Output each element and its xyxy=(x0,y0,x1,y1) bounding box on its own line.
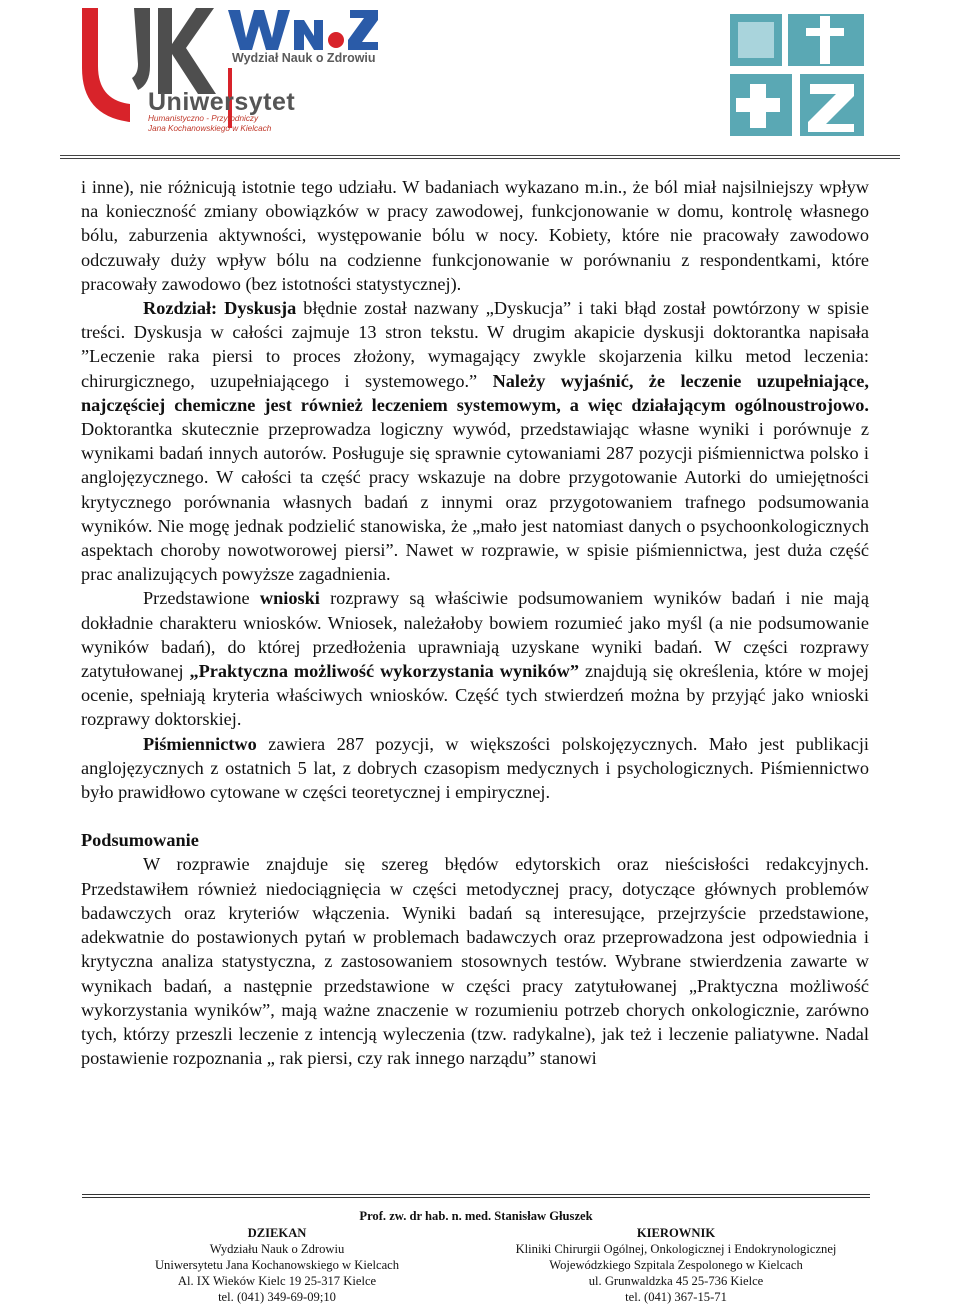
university-name: Uniwersytet xyxy=(148,88,296,116)
footer-divider-2 xyxy=(82,1197,870,1198)
dean-line-2: Uniwersytetu Jana Kochanowskiego w Kielcach xyxy=(154,1258,400,1272)
paragraph-4-text: zawiera 287 pozycji, w większości polskojęzycznych. Mało jest publikacji anglojęzycznych z ostatnich 5 lat, z dobrych czasopism medycznych i psychologicznych. Piśmiennictwo było prawidłowo cytowane w części teoretycznej i empirycznej. xyxy=(81,733,869,803)
conclusions-label: wnioski xyxy=(259,588,320,609)
paragraph-2-text-1: błędnie został nazwany „Dyskucja” i taki błąd został powtórzony w spisie treści. Dyskusja w całości zajmuje 13 stron tekstu. W drugim akapicie dyskusji doktorantka napisała ”Leczenie raka piersi to proces złożony, wymagający zwykle skojarzenia kilku metod leczenia: chirurgicznego, uzupełniającego i systemowego.” xyxy=(81,298,869,391)
footer-head-block xyxy=(482,1225,870,1305)
dean-address: Al. IX Wieków Kielc 19 25-317 Kielce xyxy=(177,1274,377,1288)
paragraph-1: i inne), nie różnicują istotnie tego udziału. W badaniach wykazano m.in., że ból miał najsilniejszy wpływ na konieczność zmiany obowiązków w pracy zawodowej, funkcjonowanie w domu, kontrolę własnego bólu, zaburzenia aktywności, występowanie bólu w nocy. Kobiety, które nie pracowały zawodowo odczuwały duży wpływ bólu na codzienne funkcjonowanie w porównaniu z respondentkami, które pracowały zawodowo (bez istotności statystycznej). xyxy=(81,177,869,294)
head-line-2: Wojewódzkiego Szpitala Zespolonego w Kielcach xyxy=(549,1258,803,1272)
paragraph-2 xyxy=(81,296,869,586)
university-subtitle-line1: Humanistyczno - Przyrodniczy xyxy=(148,114,259,123)
spacer xyxy=(81,804,869,828)
paragraph-2-text-2: Doktorantka skutecznie przeprowadza logiczny wywód, przedstawiając własne wyniki i porównuje z wynikami badań innych autorów. Posługuje się sprawnie cytowaniami 287 pozycji piśmiennictwa polsko i anglojęzycznego. W całości ta część pracy wskazuje na dobre przygotowanie Autorki do umiejętności krytycznego porównania własnych badań z innymi oraz przygotowaniem trafnego podsumowania wyników. Nie mogę jednak podzielić stanowiska, że „mało jest natomiast danych o psychoonkologicznych aspektach choroby nowotworowej piersi”. Nawet w rozprawie, w spisie piśmiennictwa, jest duża część prac analizujących powyższe zagadnienia. xyxy=(81,419,869,585)
university-subtitle xyxy=(148,114,348,134)
dean-title: DZIEKAN xyxy=(247,1226,307,1240)
paragraph-2-bold-remark: Należy wyjaśnić, że leczenie uzupełniające, najczęściej chemiczne jest również leczeniem systemowym, a więc działającym ogólnoustrojowo. xyxy=(81,370,869,415)
head-address: ul. Grunwaldzka 45 25-736 Kielce xyxy=(588,1274,764,1288)
paragraph-4 xyxy=(81,732,869,805)
paragraph-5: W rozprawie znajduje się szereg błędów edytorskich oraz nieścisłości redakcyjnych. Przedstawiłem również niedociągnięcia w części metodycznej pracy, dotyczące głównych problemów badawczych oraz kryteriów włączenia. Wyniki badań są interesujące, przejrzyście przedstawione, adekwatnie do postawionych pytań w problemach badawczych oraz przeprowadzona jest odpowiednia i krytyczna analiza statystyczna, z zastosowaniem stosownych testów. Wybrane stwierdzenia zawarte w wynikach badań, a następnie przedstawione w części pracy zatytułowanej „Praktyczna możliwość wykorzystania wyników”, mają ważne znaczenie w rozumieniu potrzeb chorych onkologicznie, zarówno tych, którzy przeszli leczenie z intencją wyleczenia (tzw. radykalne), jak też i leczenie paliatywne. Nadal postawienie rozpoznania „ rak piersi, czy rak innego narządu” stanowi xyxy=(81,854,869,1069)
page-header xyxy=(0,0,960,160)
chapter-discussion-label: Rozdział: Dyskusja xyxy=(143,298,297,319)
header-divider-2 xyxy=(60,158,900,159)
paragraph-3-text-2: rozprawy są właściwie podsumowaniem wyników badań i nie mają dokładnie charakteru wniosków. Wniosek, należałoby bowiem rozumieć jako myśl (a nie podsumowanie wyników badań), do której przedłożenia uprawniają uzyskane wyniki badań. W części rozprawy zatytułowanej xyxy=(81,588,870,682)
university-subtitle-line2: Jana Kochanowskiego w Kielcach xyxy=(148,124,272,133)
dean-line-1: Wydziału Nauk o Zdrowiu xyxy=(209,1242,345,1256)
signatory-name: Prof. zw. dr hab. n. med. Stanisław Głuszek xyxy=(359,1209,593,1223)
head-title: KIEROWNIK xyxy=(636,1226,716,1240)
references-label: Piśmiennictwo xyxy=(143,733,257,754)
paragraph-3-text-3: znajdują się określenia, które w mojej ocenie, spełniają kryteria właściwych wniosków. Część tych stwierdzeń można by przyjąć jako wnioski rozprawy doktorskiej. xyxy=(81,661,869,730)
summary-heading: Podsumowanie xyxy=(81,830,199,851)
dean-phone: tel. (041) 349-69-09;10 xyxy=(218,1290,336,1304)
practical-use-title: „Praktyczna możliwość wykorzystania wyników” xyxy=(189,661,580,682)
paragraph-3 xyxy=(81,586,869,731)
paragraph-3-text-1: Przedstawione xyxy=(143,588,260,609)
head-phone: tel. (041) 367-15-71 xyxy=(625,1290,727,1304)
footer-dean-block xyxy=(112,1225,442,1305)
faculty-name: Wydział Nauk o Zdrowiu xyxy=(232,51,376,65)
footer-divider xyxy=(82,1194,870,1195)
header-divider xyxy=(60,155,900,156)
document-body xyxy=(81,175,869,1070)
hospital-logo xyxy=(722,4,872,144)
head-line-1: Kliniki Chirurgii Ogólnej, Onkologicznej i Endokrynologicznej xyxy=(515,1242,837,1256)
